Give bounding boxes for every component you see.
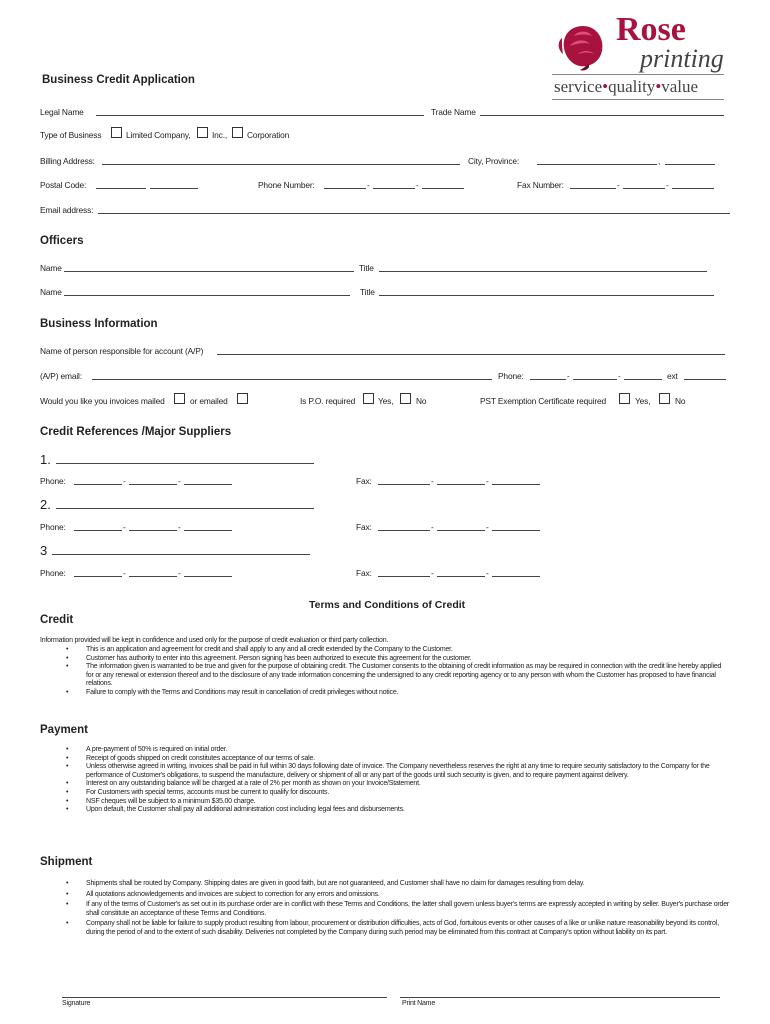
reference-2-number: 2. [40,497,51,512]
reference-3-fax-b[interactable] [437,568,485,577]
reference-2-phone-label: Phone: [40,522,66,532]
limited-company-checkbox[interactable] [111,127,122,138]
print-name-field[interactable] [400,989,720,998]
payment-heading: Payment [40,724,88,736]
reference-3-fax-label: Fax: [356,568,372,578]
reference-1-fax-dash-1: - [431,476,434,486]
officer-1-title-field[interactable] [379,263,707,272]
signature-field[interactable] [62,989,387,998]
pst-no-checkbox[interactable] [659,393,670,404]
reference-3-fax-dash-2: - [486,568,489,578]
credit-bullet: • Failure to comply with the Terms and Conditions may result in cancellation of credit privileges without notice. [86,689,730,698]
signature-label: Signature [62,1000,91,1007]
reference-2-fax-a[interactable] [378,522,430,531]
phone-dash-2: - [416,180,419,190]
reference-2-name-field[interactable] [56,500,314,509]
ap-phone-dash-1: - [567,371,570,381]
shipment-bullet: • All quotations acknowledgements and invoices are subject to correction for any errors and omissions. [86,891,730,900]
rose-flower-icon [554,16,612,74]
reference-2-phone-dash-1: - [123,522,126,532]
email-address-field[interactable] [98,205,730,214]
credit-bullet: • This is an application and agreement for credit and shall apply to any and all credit extended by the Company to the Customer. [86,646,730,655]
logo-tagline-box: service•quality•value [552,74,724,100]
reference-2-phone-a[interactable] [74,522,122,531]
reference-2-fax-dash-2: - [486,522,489,532]
reference-1-phone-c[interactable] [184,476,232,485]
po-yes-label: Yes, [378,396,394,406]
payment-bullet: • Unless otherwise agreed in writing, invoices shall be paid in full within 30 days following date of invoice. The Company nevertheless reserves the right at any time to require security satisfactory to the Company for the performance of Customer's obligations, to suspend the manufacture, delivery or shipment of all or any part of the goods until such security is given, and to require payment against delivery. [86,763,730,780]
credit-bullet: • Customer has authority to enter into this agreement. Person signing has been authorized to execute this agreement for the customer. [86,655,730,664]
print-name-label: Print Name [402,1000,436,1007]
city-field[interactable] [537,156,657,165]
fax-number-field-b[interactable] [623,180,665,189]
reference-3-fax-a[interactable] [378,568,430,577]
reference-2-fax-label: Fax: [356,522,372,532]
reference-2-phone-dash-2: - [178,522,181,532]
shipment-bullet: • Company shall not be liable for failure to supply product resulting from labour, procurement or distribution difficulties, acts of God, fortuitous events or other causes of a like or unlike nature reasonability beyond its control, during the period of and to the extent of such disability. Deliveries not completed by the Company during such period may be eliminated from this contract at Company's option without liability on its part. [86,920,730,937]
fax-dash-1: - [617,180,620,190]
reference-2-fax-b[interactable] [437,522,485,531]
po-yes-checkbox[interactable] [363,393,374,404]
reference-1-name-field[interactable] [56,455,314,464]
limited-company-label: Limited Company, [126,130,191,140]
reference-3-phone-dash-2: - [178,568,181,578]
trade-name-label: Trade Name [431,107,476,117]
pst-yes-label: Yes, [635,396,651,406]
officer-2-name-label: Name [40,287,62,297]
reference-1-fax-label: Fax: [356,476,372,486]
legal-name-label: Legal Name [40,107,84,117]
reference-3-phone-a[interactable] [74,568,122,577]
reference-3-number: 3 [40,543,48,558]
reference-1-phone-b[interactable] [129,476,177,485]
ap-phone-dash-2: - [618,371,621,381]
reference-1-fax-c[interactable] [492,476,540,485]
reference-3-phone-dash-1: - [123,568,126,578]
shipment-bullet: • If any of the terms of Customer's as set out in its purchase order are in conflict with these Terms and Conditions, the latter shall govern unless buyer's terms are expressly accepted in writing by seller. Buyer's purchase order shall constitute an acceptance of these Terms and Conditions. [86,901,730,918]
reference-2-fax-dash-1: - [431,522,434,532]
po-no-label: No [416,396,427,406]
invoice-emailed-checkbox[interactable] [237,393,248,404]
ap-phone-field-c[interactable] [624,371,662,380]
logo [552,11,724,100]
credit-heading: Credit [40,614,74,626]
billing-address-label: Billing Address: [40,156,95,166]
reference-3-fax-dash-1: - [431,568,434,578]
logo-sub: printing [640,44,724,73]
pst-yes-checkbox[interactable] [619,393,630,404]
corporation-label: Corporation [247,130,290,140]
payment-bullet: • Receipt of goods shipped on credit constitutes acceptance of our terms of sale. [86,755,730,764]
or-emailed-label: or emailed [190,396,228,406]
payment-bullets [86,746,730,815]
reference-1-phone-dash-2: - [178,476,181,486]
terms-heading: Terms and Conditions of Credit [309,599,466,611]
reference-2-phone-c[interactable] [184,522,232,531]
reference-3-phone-c[interactable] [184,568,232,577]
po-no-checkbox[interactable] [400,393,411,404]
responsible-person-field[interactable] [217,346,725,355]
officer-2-name-field[interactable] [64,287,350,296]
corporation-checkbox[interactable] [232,127,243,138]
officer-1-name-field[interactable] [64,263,354,272]
credit-intro: Information provided will be kept in confidence and used only for the purpose of credit evaluation or third party collection. [40,637,389,644]
ap-email-label: (A/P) email: [40,371,82,381]
reference-3-phone-label: Phone: [40,568,66,578]
shipment-bullets [86,880,730,938]
reference-2-fax-c[interactable] [492,522,540,531]
invoice-question-label: Would you like you invoices mailed [40,396,165,406]
reference-2-phone-b[interactable] [129,522,177,531]
logo-tag-service: service [554,77,603,96]
fax-number-label: Fax Number: [517,180,564,190]
payment-bullet: • For Customers with special terms, accounts must be current to qualify for discounts. [86,789,730,798]
reference-1-phone-a[interactable] [74,476,122,485]
payment-bullet: • A pre-payment of 50% is required on initial order. [86,746,730,755]
legal-name-field[interactable] [96,107,424,116]
inc-checkbox[interactable] [197,127,208,138]
payment-bullet: • NSF cheques will be subject to a minimum $35.00 charge. [86,798,730,807]
pst-no-label: No [675,396,686,406]
credit-bullet: • The information given is warranted to be true and given for the purpose of obtaining credit. The Customer consents to the obtaining of credit information as may be required in connection with the credit line hereby applied for or any renewal or extension thereof and to the disclosure of any trade information concerning the undersigned to any credit reporting agency or to any person with whom the Customer has proposed to have financial relations. [86,663,730,689]
officers-heading: Officers [40,235,84,247]
officer-2-title-label: Title [360,287,375,297]
email-address-label: Email address: [40,205,94,215]
reference-1-number: 1. [40,452,51,467]
business-info-heading: Business Information [40,318,158,330]
reference-1-fax-dash-2: - [486,476,489,486]
credit-bullets [86,646,730,698]
officer-1-title-label: Title [359,263,374,273]
reference-3-name-field[interactable] [52,546,310,555]
city-province-label: City, Province: [468,156,520,166]
shipment-heading: Shipment [40,856,93,868]
fax-dash-2: - [666,180,669,190]
logo-brand: Rose [616,11,686,48]
reference-1-phone-label: Phone: [40,476,66,486]
reference-1-fax-b[interactable] [437,476,485,485]
phone-number-label: Phone Number: [258,180,315,190]
postal-code-label: Postal Code: [40,180,87,190]
inc-label: Inc., [212,130,228,140]
type-of-business-label: Type of Business [40,130,102,140]
responsible-person-label: Name of person responsible for account (A/P) [40,346,204,356]
pst-label: PST Exemption Certificate required [480,396,607,406]
officer-1-name-label: Name [40,263,62,273]
logo-tag-value: value [661,77,699,96]
trade-name-field[interactable] [480,107,724,116]
invoice-mailed-checkbox[interactable] [174,393,185,404]
province-field[interactable] [665,156,715,165]
reference-1-fax-a[interactable] [378,476,430,485]
ap-phone-label: Phone: [498,371,524,381]
po-required-label: Is P.O. required [300,396,356,406]
shipment-bullet: • Shipments shall be routed by Company. Shipping dates are given in good faith, but are not guaranteed, and Customer shall have no claim for damages resulting from delay. [86,880,730,889]
ap-email-field[interactable] [92,371,492,380]
ap-phone-field-b[interactable] [573,371,617,380]
fax-number-field-a[interactable] [570,180,616,189]
phone-number-field-b[interactable] [373,180,415,189]
postal-code-field-b[interactable] [150,180,198,189]
logo-tag-quality: quality [608,77,656,96]
reference-1-phone-dash-1: - [123,476,126,486]
reference-3-phone-b[interactable] [129,568,177,577]
ap-phone-field-a[interactable] [530,371,566,380]
ext-label: ext [667,371,678,381]
phone-dash-1: - [367,180,370,190]
payment-bullet: • Upon default, the Customer shall pay all additional administration cost including legal fees and disbursements. [86,806,730,815]
reference-3-fax-c[interactable] [492,568,540,577]
postal-code-field-a[interactable] [96,180,146,189]
phone-number-field-a[interactable] [324,180,366,189]
fax-number-field-c[interactable] [672,180,714,189]
ext-field[interactable] [684,371,726,380]
references-heading: Credit References /Major Suppliers [40,426,232,438]
city-separator: , [658,156,661,166]
officer-2-title-field[interactable] [379,287,714,296]
payment-bullet: • Interest on any outstanding balance will be charged at a rate of 2% per month as shown on your Invoice/Statement. [86,780,730,789]
billing-address-field[interactable] [102,156,460,165]
phone-number-field-c[interactable] [422,180,464,189]
form-title: Business Credit Application [42,74,195,86]
